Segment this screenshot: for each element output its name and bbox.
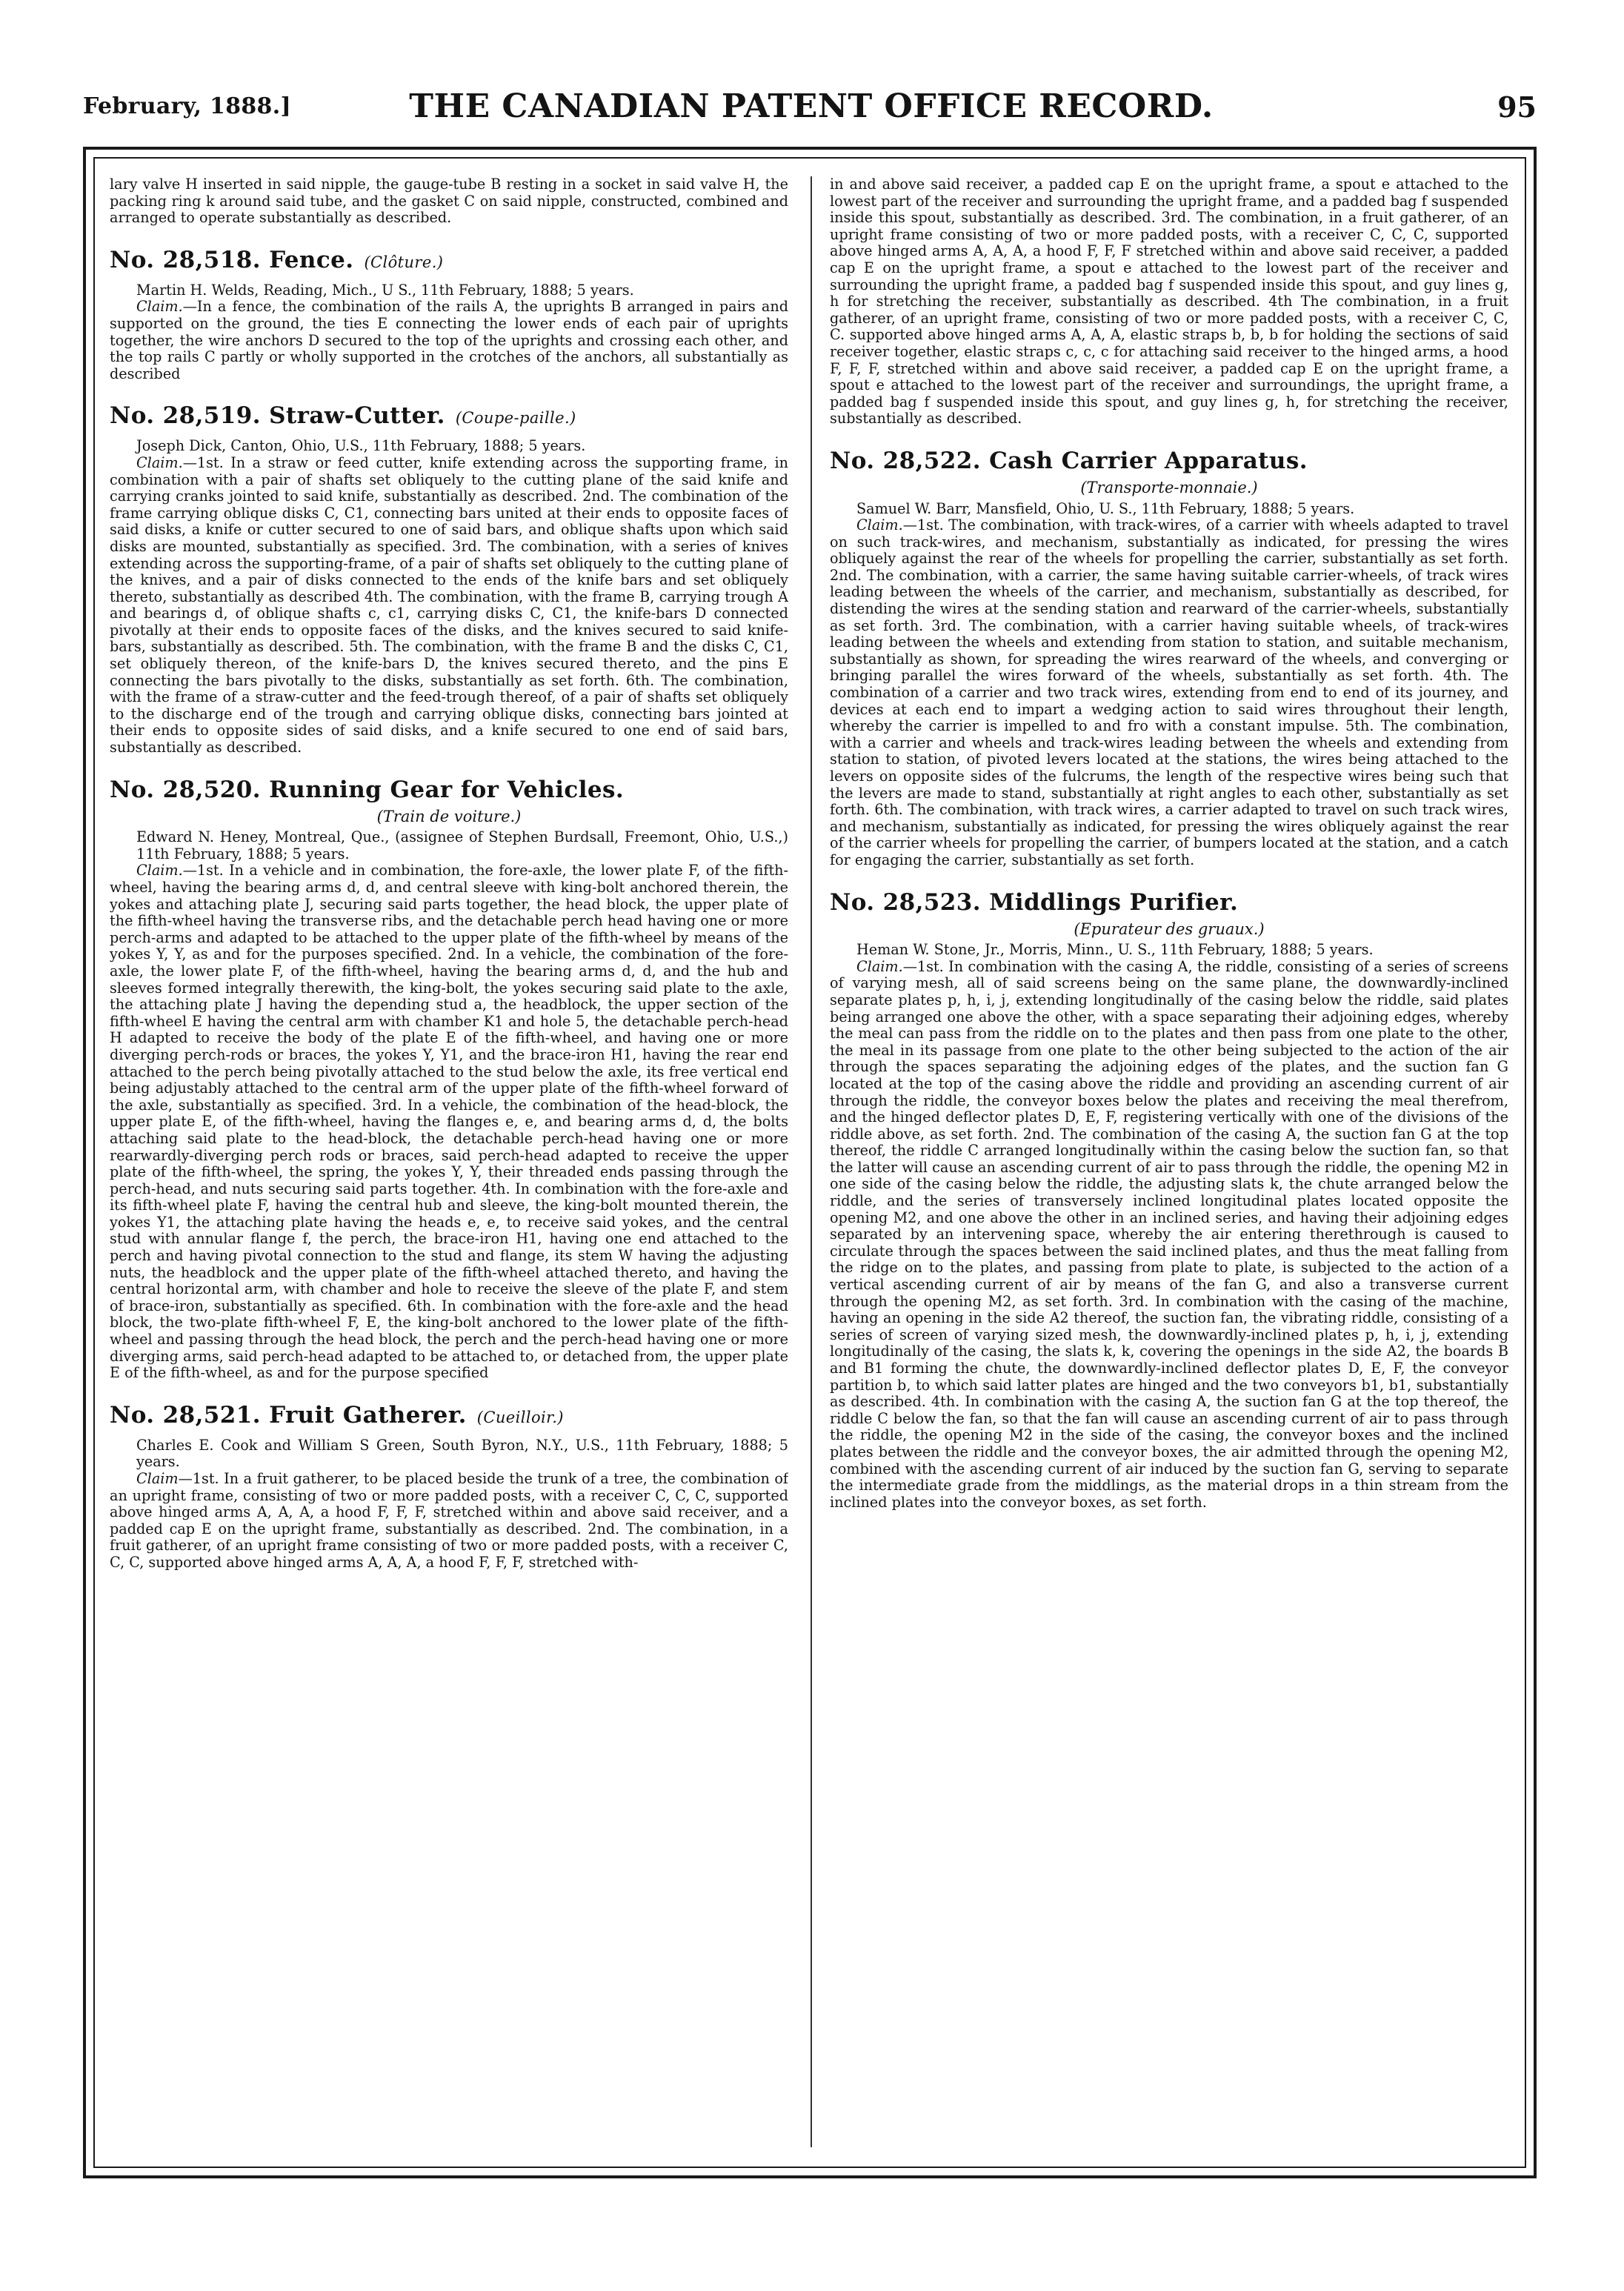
claim-label: Claim.: [856, 957, 903, 975]
claim-label: Claim.: [136, 453, 183, 471]
claim-label: Claim: [136, 1470, 179, 1487]
claim-paragraph: [110, 455, 788, 757]
patentee-line: Heman W. Stone, Jr., Morris, Minn., U. S., 11th February, 1888; 5 years.: [856, 941, 1374, 959]
continued-claim-text: lary valve H inserted in said nipple, the gauge-tube B resting in a socket in said valve H, the packing ring k around said tube, and the gasket C on said nipple, constructed, combined and arranged to operate substantially as described.: [110, 176, 788, 227]
left-column: [110, 176, 788, 2147]
patentee-line: Samuel W. Barr, Mansfield, Ohio, U. S., 11th February, 1888; 5 years.: [856, 499, 1355, 517]
patent-heading-28523: [830, 888, 1508, 917]
claim-text: —1st. In combination with the casing A, the riddle, consisting of a series of screens of varying mesh, all of said screens being on the same plane, the downwardly-inclined separate plates p, h, i, j, extending longitudinally of the casing below the riddle, said plates being arranged one above the other, with a space separating their adjoining edges, whereby the meal can pass from the riddle on to the plates and then pass from one plate to the other, the meal in its passage from one plate to the other being subjected to the action of the air through the spaces separating the adjoining edges of the plates, and the suction fan G located at the top of the casing above the riddle and providing an ascending current of air through the riddle, the conveyor boxes below the plates and receiving the meal therefrom, and the hinged deflector plates D, E, F, registering vertically with one of the divisions of the riddle above, as set forth. 2nd. The combination of the casing A, the suction fan G at the top thereof, the riddle C arranged longitudinally within the casing below the suction fan, so that the latter will cause an ascending current of air to pass through the riddle, the opening M2 in one side of the casing below the riddle, the adjusting slats k, the chute arranged below the riddle, and the series of transversely inclined longitudinal plates located opposite the opening M2, and one above the other in an inclined series, and having their adjoining edges separated by an intervening space, whereby the air entering therethrough is caused to circulate through the spaces between the said inclined plates, and thus the meat falling from the ridge on to the plates, and passing from plate to plate, is subjected to the action of a vertical ascending current of air by means of the fan G, and also a transverse current through the opening M2, as set forth. 3rd. In combination with the casing of the machine, having an opening in the side A2 thereof, the suction fan, the vibrating riddle, consisting of a series of screen of varying sized mesh, the downwardly-inclined plates p, h, i, j, extending longitudinally of the casing, the slats k, k, covering the openings in the side A2, the boards B and B1 forming the chute, the downwardly-inclined deflector plates D, E, F, the conveyor partition b, to which said latter plates are hinged and the two conveyors b1, b1, substantially as described. 4th. In combination with the casing A, the suction fan G at the top thereof, the riddle C below the fan, so that the fan will cause an ascending current of air to pass through the riddle, the opening M2 in the side of the casing, the conveyor boxes and the inclined plates between the riddle and the conveyor boxes, the air admitted through the opening M2, combined with the ascending current of air induced by the suction fan G, serving to separate the intermediate grade from the middlings, as the material drops in a thin stream from the inclined plates into the conveyor boxes, as set forth.: [830, 957, 1508, 1511]
patent-title: No. 28,518. Fence.: [110, 246, 354, 273]
claim-paragraph: [830, 517, 1508, 868]
french-title: (Clôture.): [364, 253, 444, 271]
patent-heading-28518: [110, 246, 788, 276]
claim-paragraph: [830, 959, 1508, 1512]
patent-heading-28521: [110, 1401, 788, 1432]
patent-title: No. 28,522. Cash Carrier Apparatus.: [830, 447, 1308, 474]
publication-title: THE CANADIAN PATENT OFFICE RECORD.: [409, 87, 1214, 125]
claim-paragraph: [110, 1471, 788, 1572]
french-title: (Epurateur des gruaux.): [1074, 920, 1265, 938]
patentee-line: Martin H. Welds, Reading, Mich., U S., 11th February, 1888; 5 years.: [136, 281, 634, 299]
patentee-line: Edward N. Heney, Montreal, Que., (assignee of Stephen Burdsall, Freemont, Ohio, U.S.,) 11th February, 1888; 5 years.: [136, 828, 788, 862]
claim-paragraph: [110, 299, 788, 382]
patentee-line: Charles E. Cook and William S Green, South Byron, N.Y., U.S., 11th February, 1888; 5 years.: [136, 1436, 788, 1471]
french-title: (Train de voiture.): [376, 807, 522, 825]
patent-heading-28522: [830, 447, 1508, 475]
patent-heading-28519: [110, 402, 788, 432]
claim-text: —1st. In a fruit gatherer, to be placed beside the trunk of a tree, the combination of an upright frame, consisting of two or more padded posts, with a receiver C, C, C, supported above hinged arms A, A, A, a hood F, F, F, stretched within and above said receiver, and a padded cap E on the upright frame, substantially as described. 2nd. The combination, in a fruit gatherer, of an upright frame consisting of two or more padded posts, with a receiver C, C, C, supported above hinged arms A, A, A, a hood F, F, F, stretched with-: [110, 1470, 788, 1571]
patent-title: No. 28,519. Straw-Cutter.: [110, 402, 445, 430]
french-title: (Transporte-monnaie.): [1080, 478, 1258, 496]
column-separator: [811, 176, 812, 2147]
patent-heading-28520: [110, 776, 788, 804]
claim-text: —In a fence, the combination of the rails A, the uprights B arranged in pairs and supported on the ground, the ties E connecting the lower ends of each pair of uprights together, the wire anchors D secured to the top of the uprights and crossing each other, and the top rails C partly or wholly supported in the crotches of the anchors, all substantially as described: [110, 298, 788, 382]
claim-text: —1st. In a vehicle and in combination, the fore-axle, the lower plate F, of the fifth-wheel, having the bearing arms d, d, and central sleeve with king-bolt anchored therein, the yokes and attaching plate J, securing said parts together, the head block, the upper plate of the fifth-wheel having the transverse ribs, and the detachable perch head having one or more perch-arms and adapted to be attached to the upper plate of the fifth-wheel by means of the yokes Y, Y, as and for the purposes specified. 2nd. In a vehicle, the combination of the fore-axle, the lower plate F, of the fifth-wheel, having the bearing arms d, d, and the hub and sleeves formed integrally therewith, the king-bolt, the yokes securing said plate to the axle, the attaching plate J having the depending stud a, the headblock, the upper section of the fifth-wheel E having the central arm with chamber K1 and hole 5, the detachable perch-head H adapted to receive the body of the plate E of the fifth-wheel, and having one or more diverging perch-rods or braces, the yokes Y, Y1, and the brace-iron H1, having the rear end attached to the perch being pivotally attached to the stud below the axle, its free vertical end being adjustably attached to the central arm of the upper plate of the fifth-wheel forward of the axle, substantially as specified. 3rd. In a vehicle, the combination of the head-block, the upper plate E, of the fifth-wheel, having the flanges e, e, and bearing arms d, d, the bolts attaching said plate to the head-block, the detachable perch-head having one or more rearwardly-diverging perch rods or braces, said perch-head adapted to receive the upper plate of the fifth-wheel, the spring, the yokes Y, Y, their threaded ends passing through the perch-head, and nuts securing said parts together. 4th. In combination with the fore-axle and its fifth-wheel plate F, having the central hub and sleeve, the king-bolt mounted therein, the yokes Y1, the attaching plate having the heads e, e, to receive said yokes, and the central stud with annular flange f, the perch, the brace-iron H1, having one end attached to the perch and having pivotal connection to the stud and flange, its stem W having the adjusting nuts, the headblock and the upper plate of the fifth-wheel attached thereto, and having the central horizontal arm, with chamber and hole to receive the sleeve of the plate F, and stem of brace-iron, substantially as specified. 6th. In combination with the fore-axle and the head block, the two-plate fifth-wheel F, E, the king-bolt anchored to the lower plate of the fifth-wheel and passing through the head block, the perch and the perch-head having one or more diverging arms, said perch-head adapted to be attached to, or detached from, the upper plate E of the fifth-wheel, as and for the purpose specified: [110, 862, 788, 1382]
claim-text: —1st. The combination, with track-wires, of a carrier with wheels adapted to travel on such track-wires, and mechanism, substantially as indicated, for pressing the wires obliquely against the rear of the wheels for propelling the carrier, substantially as set forth. 2nd. The combination, with a carrier, the same having suitable carrier-wheels, of track wires leading between the wheels of the carrier, and mechanism, substantially as described, for distending the wires at the sending station and rearward of the carrier-wheels, substantially as set forth. 3rd. The combination, with a carrier having suitable wheels, of track-wires leading between the wheels and extending from station to station, and suitable mechanism, substantially as shown, for spreading the wires rearward of the wheels, and converging or bringing parallel the wires forward of the wheels, substantially as set forth. 4th. The combination of a carrier and two track wires, extending from end to end of its journey, and devices at each end to impart a wedging action to said wires throughout their length, whereby the carrier is impelled to and fro with a constant impulse. 5th. The combination, with a carrier and wheels and track-wires leading between the wheels and extending from station to station, of pivoted levers located at the stations, the wires being attached to the levers on opposite sides of the fulcrums, the length of the respective wires being such that the levers are made to stand, substantially at right angles to each other, substantially as set forth. 6th. The combination, with track wires, a carrier adapted to travel on such track wires, and mechanism, substantially as indicated, for pressing the wires obliquely against the rear of the carrier wheels for propelling the carrier, of bumpers located at the station, and a catch for engaging the carrier, substantially as set forth.: [830, 516, 1508, 868]
claim-text: —1st. In a straw or feed cutter, knife extending across the supporting frame, in combination with a pair of shafts set obliquely to the cutting plane of the said knife and carrying cranks jointed to said knife, substantially as described. 2nd. The combination of the frame carrying oblique disks C, C1, connecting bars united at their ends to opposite faces of said disks, a knife or cutter secured to one of said bars, and oblique shafts upon which said disks are mounted, substantially as specified. 3rd. The combination, with a series of knives extending across the supporting-frame, of a pair of shafts set obliquely to the cutting plane of the knives, and a pair of disks connected to the ends of the knife bars and set obliquely thereto, substantially as described 4th. The combination, with the frame B, carrying trough A and bearings d, of oblique shafts c, c1, carrying disks C, C1, the knife-bars D connected pivotally at their ends to opposite faces of the disks, and the knives secured to said knife-bars, substantially as described. 5th. The combination, with the frame B and the disks C, C1, set obliquely thereon, of the knife-bars D, the knives secured thereto, and the pins E connecting the bars pivotally to the disks, substantially as set forth. 6th. The combination, with the frame of a straw-cutter and the feed-trough thereof, of a pair of shafts set obliquely to the discharge end of the trough and carrying oblique disks, connecting bars jointed at their ends to opposite sides of said disks, and a knife secured to one end of said bars, substantially as described.: [110, 453, 788, 757]
right-column: [830, 176, 1508, 2103]
patent-title: No. 28,523. Middlings Purifier.: [830, 888, 1239, 916]
patentee-line: Joseph Dick, Canton, Ohio, U.S., 11th February, 1888; 5 years.: [136, 437, 586, 455]
claim-paragraph: [110, 862, 788, 1381]
continued-claim-text: in and above said receiver, a padded cap E on the upright frame, a spout e attached to the lowest part of the receiver and surrounding the upright frame, and a padded bag f suspended inside this spout, substantially as described. 3rd. The combination, in a fruit gatherer, of an upright frame consisting of two or more padded posts, with a receiver C, C, C, supported above hinged arms A, A, A, a hood F, F, F stretched within and above said receiver, a padded cap E on the upright frame, a spout e attached to the lowest part of the receiver and surrounding the upright frame, a padded bag f suspended inside this spout, and guy lines g, h for stretching the receiver, substantially as described. 4th The combination, in a fruit gatherer, of an upright frame, consisting of two or more padded posts, with a receiver C, C, C. supported above hinged arms A, A, A, elastic straps b, b, b for holding the sections of said receiver together, elastic straps c, c, c for attaching said receiver to the hinged arms, a hood F, F, F, stretched within and above said receiver, a padded cap E on the upright frame, a spout e attached to the lowest part of the receiver and surroundings, the upright frame, a padded bag f suspended inside this spout, and guy lines g, h, for stretching the receiver, substantially as described.: [830, 176, 1508, 428]
french-title: (Coupe-paille.): [455, 409, 576, 428]
claim-label: Claim.: [136, 298, 183, 316]
french-title: (Cueilloir.): [476, 1408, 564, 1426]
patent-title: No. 28,521. Fruit Gatherer.: [110, 1401, 467, 1429]
claim-label: Claim.: [136, 862, 183, 880]
page-number: 95: [1497, 90, 1537, 124]
issue-date: February, 1888.]: [83, 93, 291, 119]
claim-label: Claim.: [856, 516, 903, 534]
page-header: [83, 87, 1540, 127]
patent-title: No. 28,520. Running Gear for Vehicles.: [110, 776, 625, 803]
